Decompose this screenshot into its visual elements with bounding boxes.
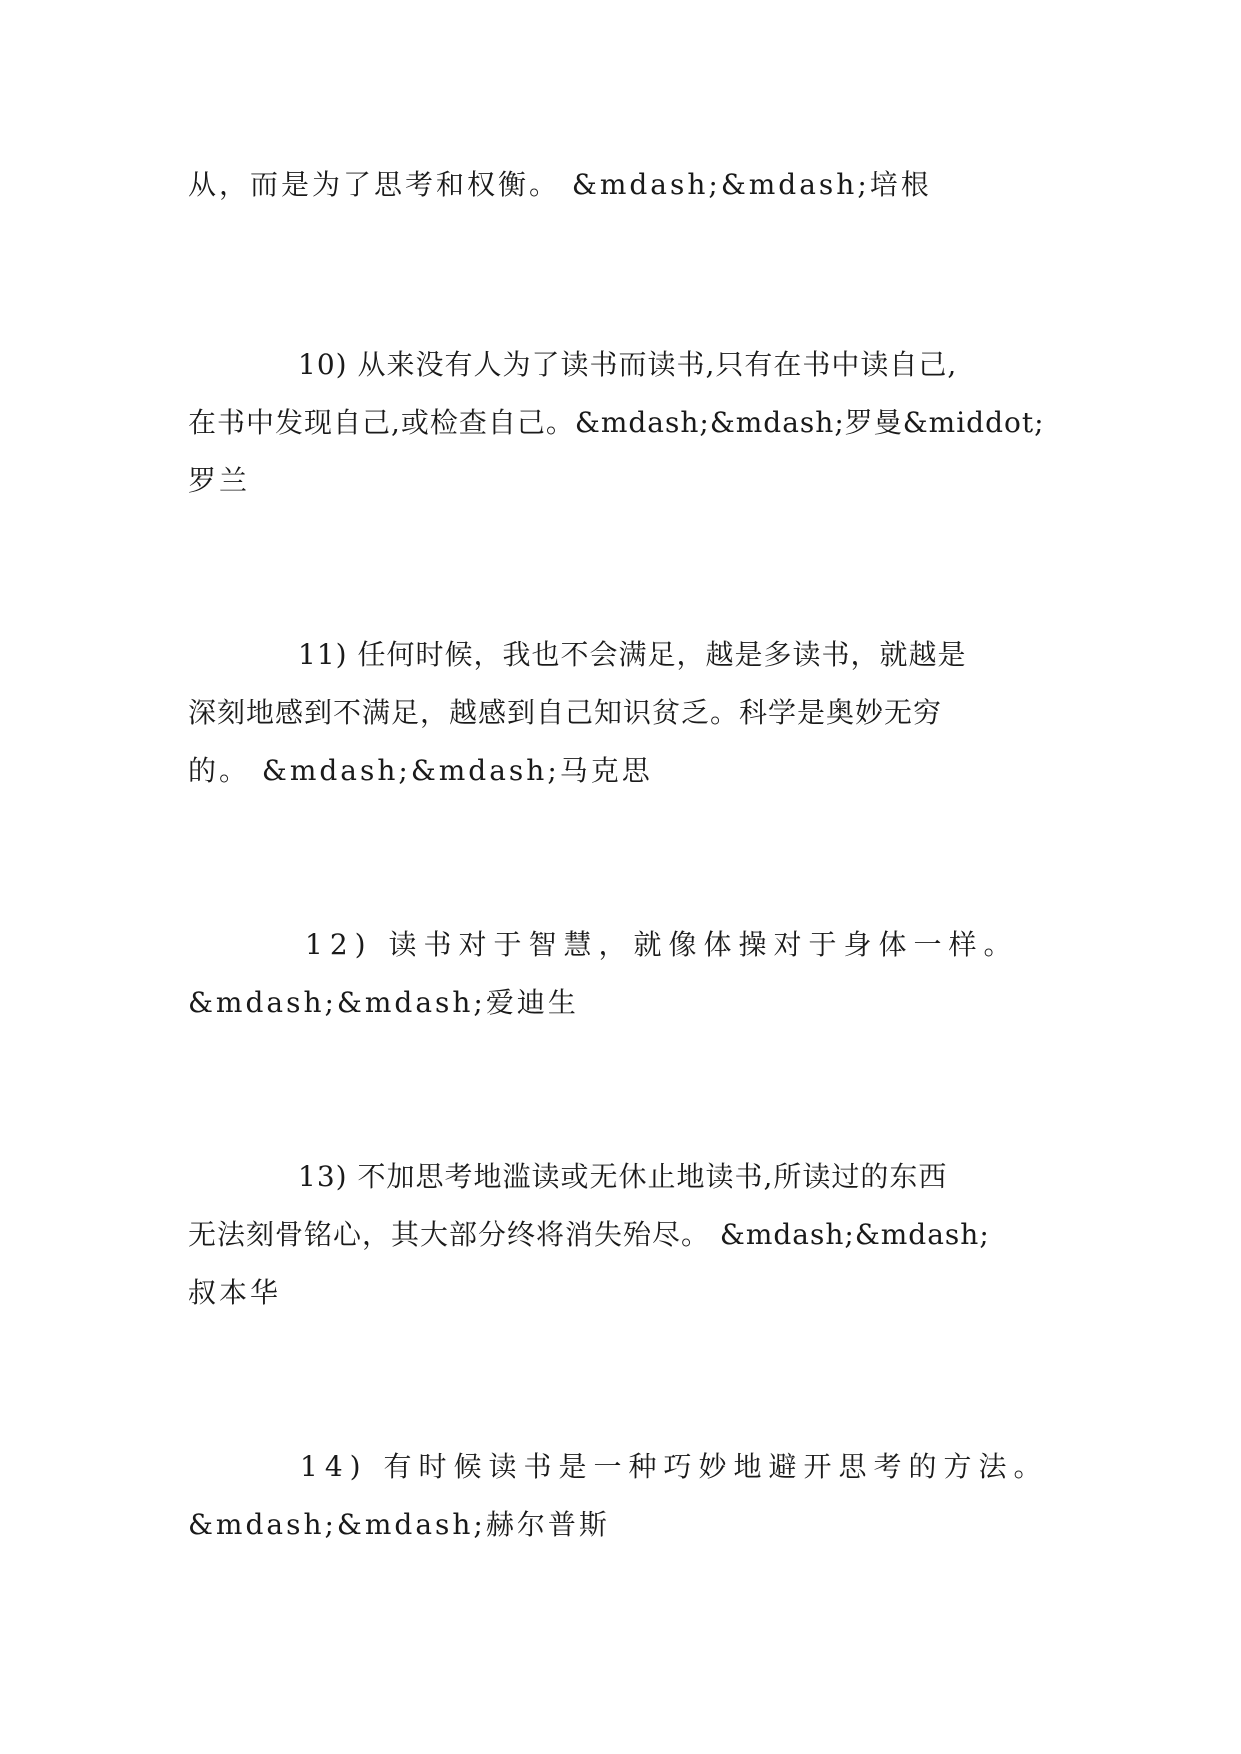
quote-14-line-2: &mdash;&mdash;赫尔普斯 [188, 1508, 610, 1541]
quote-11-line-1: 11) 任何时候，我也不会满足，越是多读书，就越是 [298, 638, 967, 671]
quote-12-line-2: &mdash;&mdash;爱迪生 [188, 986, 579, 1019]
quote-13-line-3: 叔本华 [188, 1276, 282, 1309]
quote-13-line-1: 13) 不加思考地滥读或无休止地读书,所读过的东西 [298, 1160, 948, 1193]
quote-10-line-3: 罗兰 [188, 464, 251, 497]
quote-11-line-3: 的。 &mdash;&mdash;马克思 [188, 754, 653, 787]
quote-10-line-1: 10) 从来没有人为了读书而读书,只有在书中读自己, [298, 348, 958, 381]
quote-13-line-2: 无法刻骨铭心，其大部分终将消失殆尽。 &mdash;&mdash; [188, 1218, 990, 1251]
quote-10-line-2: 在书中发现自己,或检查自己。&mdash;&mdash;罗曼&middot; [188, 406, 1045, 439]
quote-12-line-1: 12) 读书对于智慧，就像体操对于身体一样。 [305, 928, 1019, 961]
quote-9-line-end: 从，而是为了思考和权衡。 &mdash;&mdash;培根 [188, 168, 932, 201]
quote-14-line-1: 14) 有时候读书是一种巧妙地避开思考的方法。 [300, 1450, 1049, 1483]
quote-11-line-2: 深刻地感到不满足，越感到自己知识贫乏。科学是奥妙无穷 [188, 696, 943, 729]
